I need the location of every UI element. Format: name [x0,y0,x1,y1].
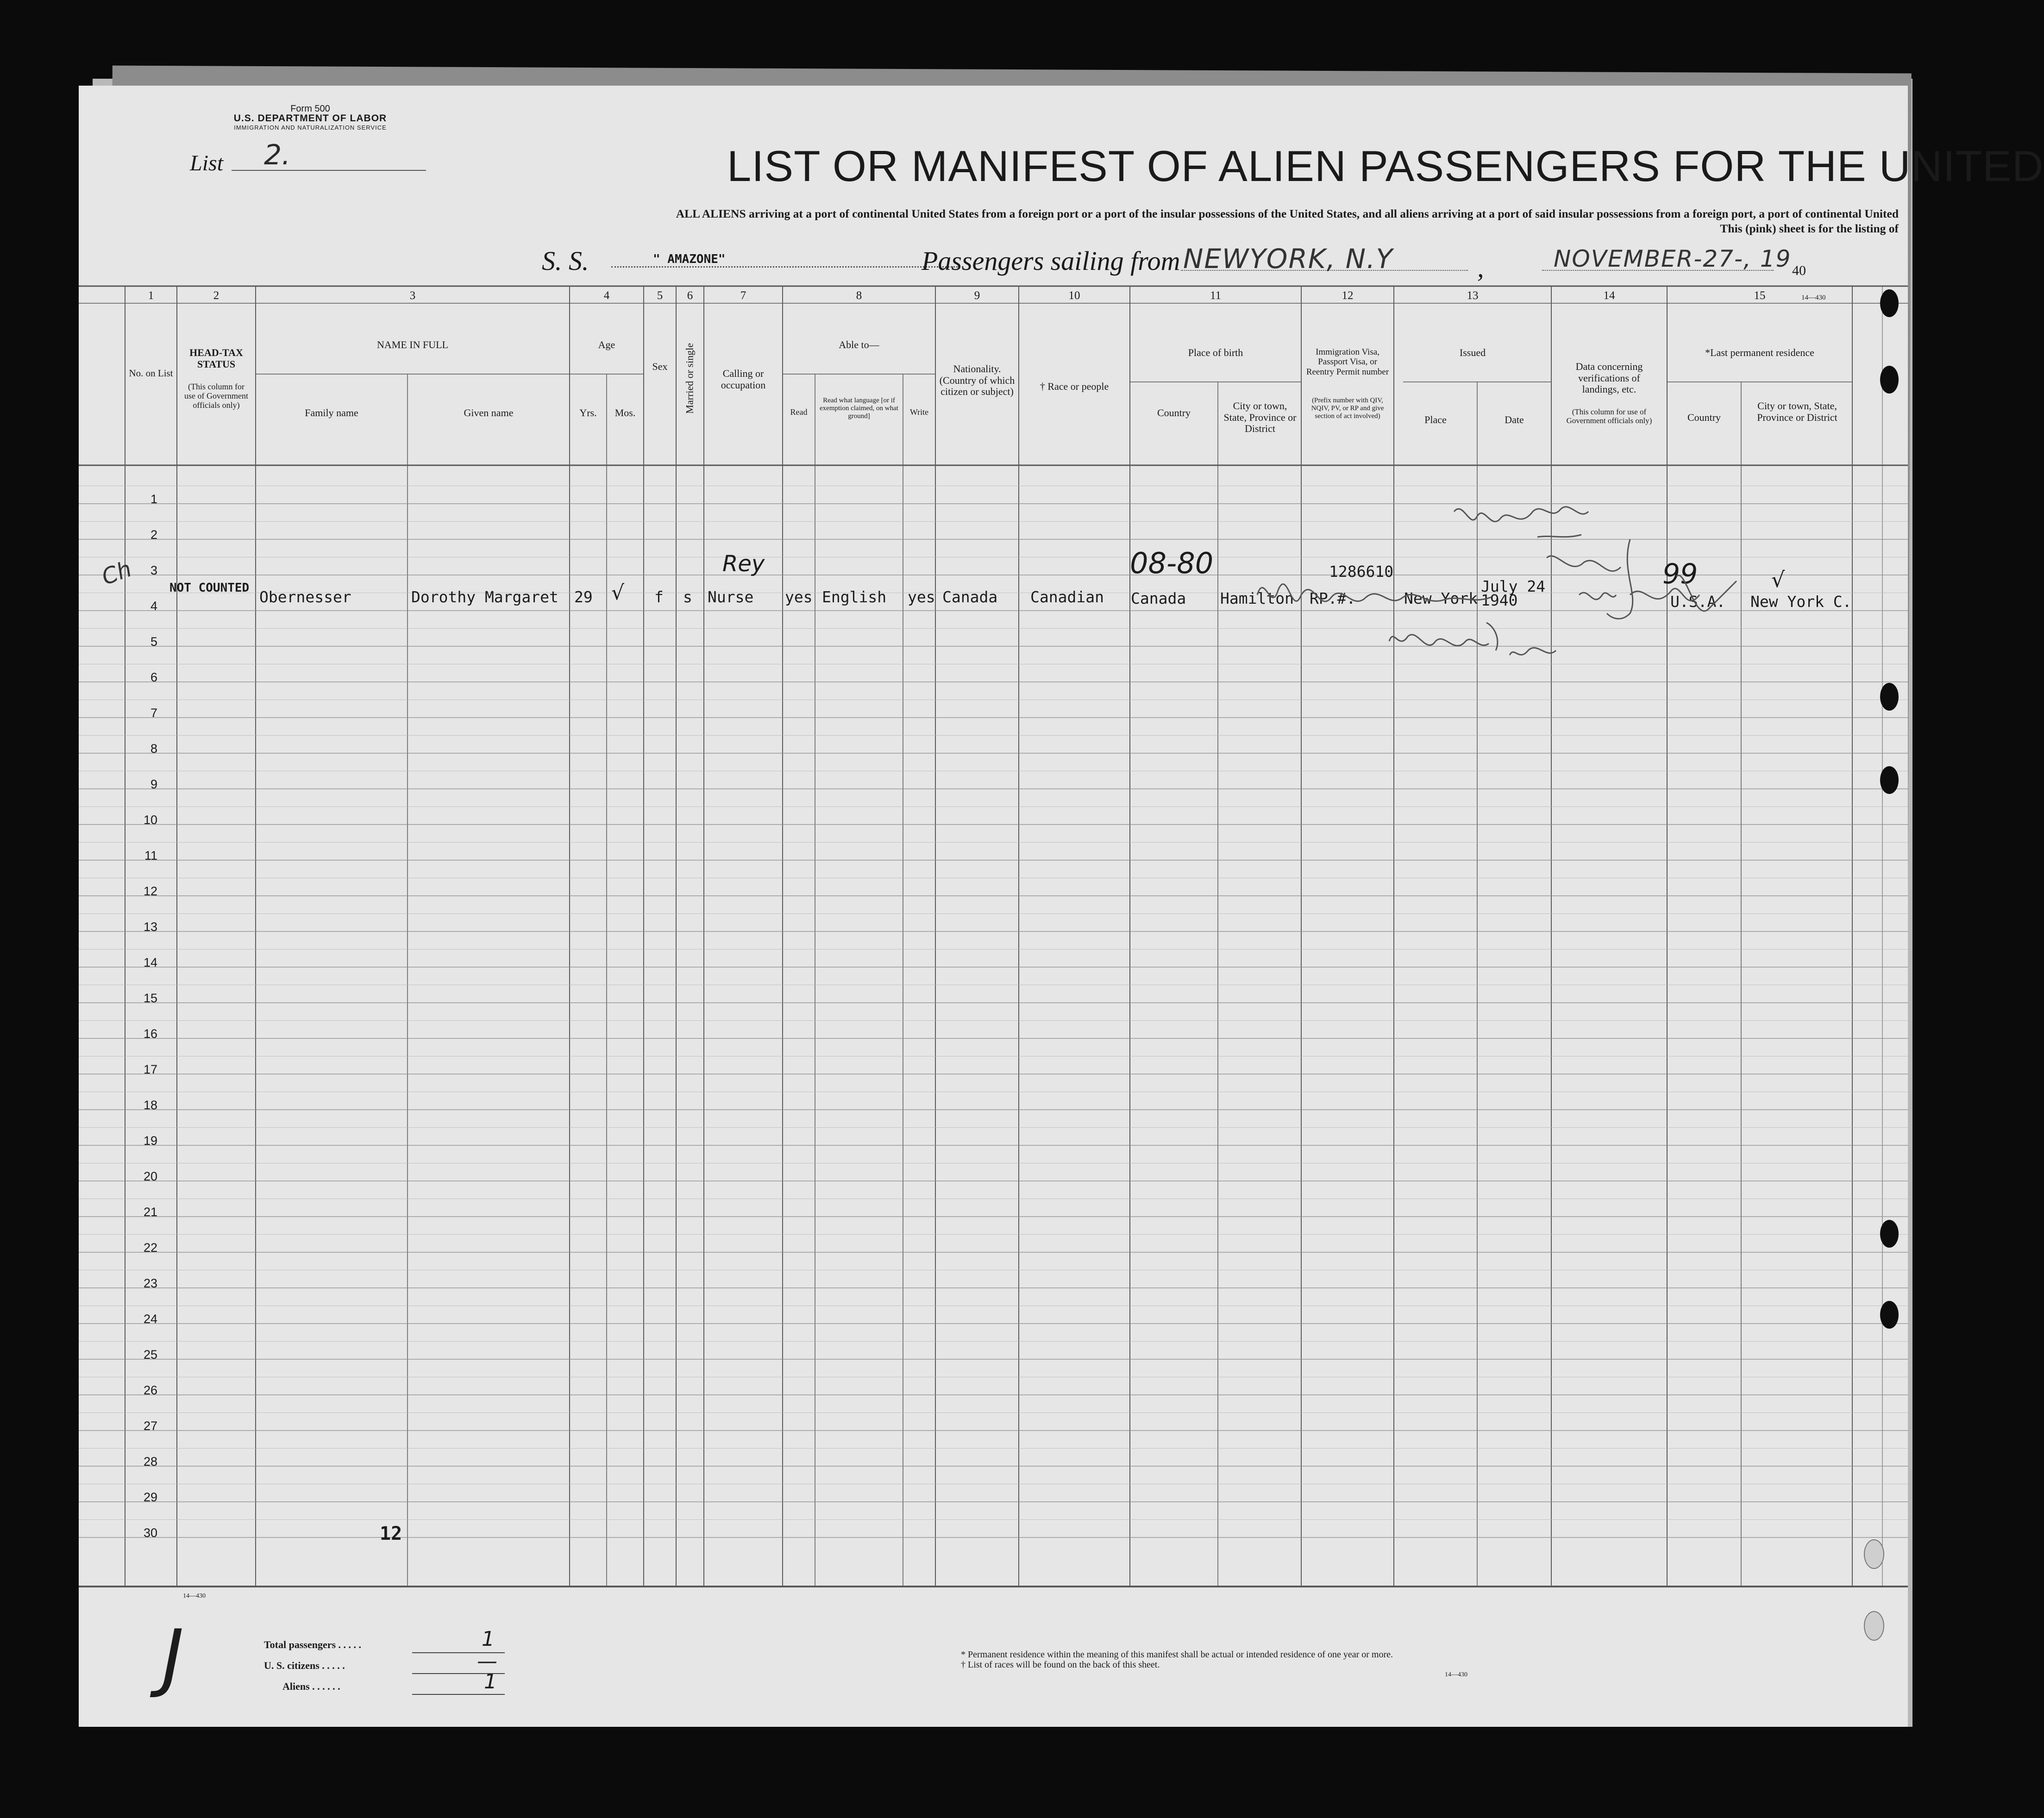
footnote-races: † List of races will be found on the back of this sheet. [961,1660,1160,1670]
row-number: 29 [143,1490,157,1504]
manifest-subtitle: ALL ALIENS arriving at a port of continental United States from a foreign port or a port of the insular possessions of the United States, and all aliens arriving at a port of said insular possessions from a foreign port, a port of continental United [676,207,1899,220]
row-number: 28 [143,1455,157,1468]
col-1-number: 1 [148,289,154,302]
list-label: List [190,151,224,175]
departure-port: NEWYORK, N.Y [1183,243,1393,275]
row-number: 22 [143,1241,157,1255]
col-7-number: 7 [740,289,746,302]
service-name: IMMIGRATION AND NATURALIZATION SERVICE [234,124,387,131]
sailing-label: Passengers sailing from [922,246,1180,276]
binder-hole [1880,1301,1899,1329]
col-11-label: Place of birth [1188,347,1243,358]
issued-place: New York [1404,589,1478,607]
year-suffix: 40 [1792,263,1806,278]
col-5-number: 5 [657,289,663,302]
binder-hole [1880,766,1899,794]
col-10-label: † Race or people [1040,381,1109,392]
col-14-number: 14 [1603,289,1615,302]
able-to-write: yes [908,588,935,606]
col-12-number: 12 [1342,289,1354,302]
col-13-place-label: Place [1424,414,1447,425]
page-mark: 12 [380,1523,402,1544]
col-3-label: NAME IN FULL [377,339,448,350]
row-number: 16 [143,1027,157,1041]
us-citizens-value: — [477,1649,497,1673]
row-number: 1 [150,492,157,506]
col-6-number: 6 [687,289,693,302]
col-2-number: 2 [213,289,219,302]
age-months-check: √ [611,581,625,605]
list-number: 2. [264,139,291,171]
row-number: 10 [143,813,157,827]
given-name: Dorothy Margaret [411,588,558,606]
row-number: 21 [143,1205,157,1219]
binder-hole [1880,683,1899,711]
manifest-title: LIST OR MANIFEST OF ALIEN PASSENGERS FOR THE UNITED [727,142,2044,190]
col-4-yrs-label: Yrs. [579,407,597,419]
col-7-label: Calling or occupation [721,368,766,391]
us-citizens-label: U. S. citizens . . . . . [264,1660,345,1671]
sex: f [654,588,664,606]
form-number: Form 500 [290,104,330,114]
col-3-number: 3 [409,289,416,302]
row-number: 13 [143,920,157,934]
col-2-note: (This column for use of Government officials only) [184,382,248,410]
col-6-label: Married or single [683,343,696,414]
row-number: 8 [150,742,157,756]
row-number: 23 [143,1276,157,1290]
row-number: 20 [143,1169,157,1183]
col-8-label: Able to— [839,339,879,350]
col-12-note: (Prefix number with QIV, NQIV, PV, or RP and give section of act involved) [1311,397,1384,420]
residence-check: √ [1771,567,1785,592]
row-number: 15 [143,991,157,1005]
row-number: 30 [143,1526,157,1540]
department-name: U.S. DEPARTMENT OF LABOR [233,113,387,124]
footnote-permanent-residence: * Permanent residence within the meaning of this manifest shall be actual or intended residence of one year or more. [961,1649,1393,1660]
col-5-label: Sex [652,361,668,372]
comma-separator: , [1477,253,1484,283]
col-9-number: 9 [974,289,980,302]
binder-hole [1864,1611,1884,1641]
birth-annotation: 08-80 [1130,546,1214,580]
row-number: 12 [143,884,157,898]
col-12-label: Immigration Visa, Passport Visa, or Reentry Permit number [1306,347,1389,377]
col-4-mos-label: Mos. [614,407,636,419]
col-9-label: Nationality. (Country of which citizen or subject) [939,363,1015,398]
col-15-label: *Last permanent residence [1705,347,1814,358]
col-15-city-label: City or town, State, Province or District [1757,400,1837,423]
binder-hole [1880,289,1899,317]
residence-city: New York C. [1750,593,1852,611]
ship-name: " AMAZONE" [653,252,726,266]
col-8-number: 8 [856,289,862,302]
binder-hole [1864,1539,1884,1569]
col-4-label: Age [598,339,615,350]
col-13-date-label: Date [1505,414,1524,425]
binder-hole [1880,1220,1899,1248]
col-4-number: 4 [603,289,610,302]
row-number: 7 [150,706,157,720]
row-number: 19 [143,1134,157,1148]
col-8-language-label: Read what language [or if exemption claimed, on what ground] [820,397,898,420]
row-number: 25 [143,1348,157,1362]
manifest-subtitle-2: This (pink) sheet is for the listing of [1720,222,1899,235]
head-tax-status: NOT COUNTED [169,581,250,595]
manifest-sheet [79,86,2044,1727]
col-15-number: 15 [1754,289,1766,302]
col-8-write-label: Write [909,407,929,417]
binder-hole [1880,366,1899,394]
row-number: 18 [143,1098,157,1112]
row-number: 17 [143,1062,157,1076]
row-number: 6 [150,670,157,684]
row-number: 5 [150,635,157,649]
total-passengers-value: 1 [482,1627,495,1651]
row-number: 3 [150,563,157,577]
aliens-value: 1 [484,1670,497,1693]
row-number: 24 [143,1312,157,1326]
col-15-country-label: Country [1687,412,1721,423]
row-number: 11 [144,849,157,862]
able-to-read: yes [785,588,813,606]
manifest-grid [79,86,1908,1727]
total-passengers-label: Total passengers . . . . . [264,1639,362,1650]
col-3-given-label: Given name [464,407,514,419]
issued-date-line2: 1940 [1481,591,1518,609]
row-number: 14 [143,956,157,969]
col-13-number: 13 [1467,289,1479,302]
clerk-initial: J [162,1613,184,1700]
verification-annotation: 99 [1662,558,1698,590]
row-number: 9 [150,777,157,791]
col-13-label: Issued [1459,347,1486,358]
occupation: Nurse [708,588,754,606]
bottom-form-code-right: 14—430 [1445,1671,1467,1678]
visa-type: RP.#. [1310,589,1356,607]
col-11-number: 11 [1210,289,1222,302]
row-number: 2 [150,528,157,542]
col-14-label: Data concerning verifications of landings, etc. [1575,361,1643,395]
col-8-read-label: Read [790,407,808,417]
marital-status: s [683,588,692,606]
family-name: Obernesser [259,588,351,606]
col-2-label: HEAD-TAX STATUS [189,347,243,370]
top-form-code: 14—430 [1801,294,1826,301]
col-10-number: 10 [1068,289,1080,302]
aliens-label: Aliens . . . . . . [282,1681,340,1692]
birth-city: Hamilton [1220,589,1294,607]
issued-date-line1: July 24 [1481,577,1546,595]
age-years: 29 [574,588,593,606]
margin-annotation: Ch [98,556,135,591]
col-3-family-label: Family name [305,407,358,419]
verification-scribble [1570,562,1746,637]
row-number: 4 [150,599,157,613]
col-11-country-label: Country [1157,407,1191,419]
nationality: Canada [942,588,998,606]
occupation-annotation: Rey [722,551,765,577]
birth-country: Canada [1131,589,1186,607]
col-11-city-label: City or town, State, Province or District [1223,400,1297,435]
sailing-date: NOVEMBER-27-, 19 [1554,245,1792,272]
col-14-note: (This column for use of Government officials only) [1566,407,1652,425]
read-language: English [822,588,887,606]
ship-label: S. S. [542,246,589,276]
row-number: 27 [143,1419,157,1433]
residence-country: U.S.A. [1670,593,1726,611]
totals-underlines [412,1648,505,1704]
race-or-people: Canadian [1030,588,1104,606]
bottom-form-code-left: 14—430 [183,1593,206,1599]
row-number: 26 [143,1383,157,1397]
visa-number: 1286610 [1329,562,1394,581]
col-1-label: No. on List [129,368,173,379]
